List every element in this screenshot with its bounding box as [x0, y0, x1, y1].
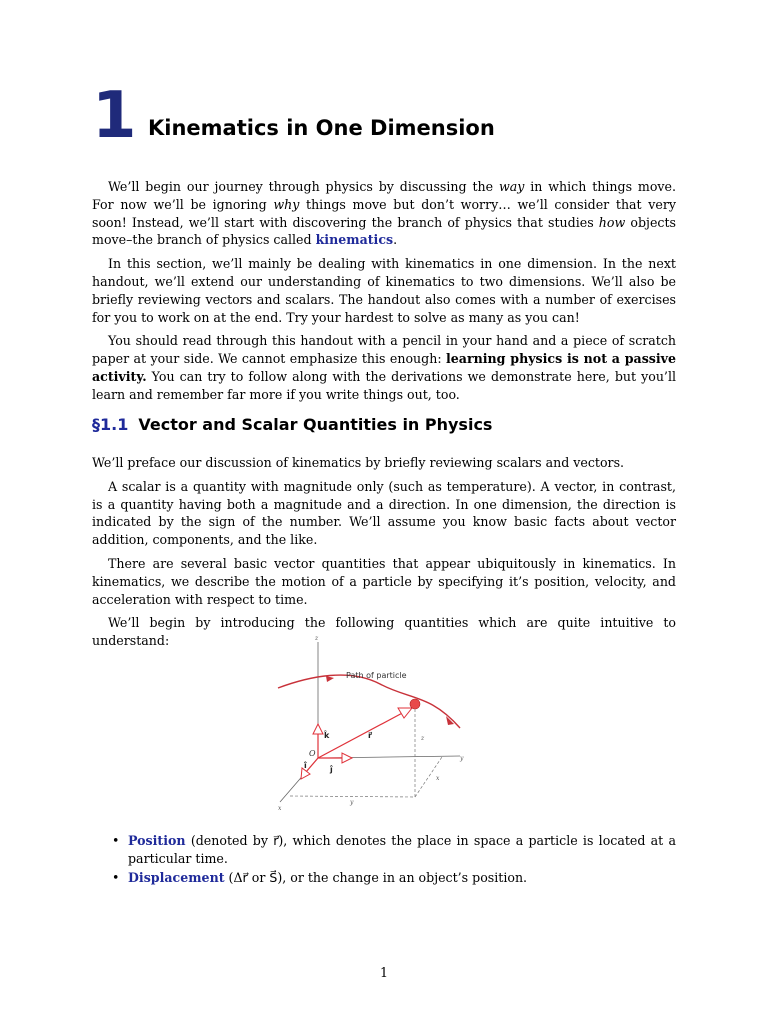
unit-j-label: ĵ: [330, 765, 333, 774]
section-paragraph-1: We’ll preface our discussion of kinematics by briefly reviewing scalars and vectors.: [92, 455, 625, 470]
term-displacement: Displacement: [128, 870, 225, 885]
origin-label: O: [309, 749, 316, 758]
bullet-text: (Δr⃗ or S⃗), or the change in an object’s position.: [224, 870, 528, 885]
intro-paragraph-3: You should read through this handout with a pencil in your hand and a piece of scratch paper at your side. We cannot emphasize this enough: learning physics is not a passive activity. You can try to follow along with the derivations we demonstrate here, but you’ll learn and remember far more if you write things out, too.: [92, 333, 677, 402]
position-vector-line: [318, 710, 408, 758]
intro-paragraph-1: We’ll begin our journey through physics by discussing the way in which things move. For now we’ll be ignoring why things move but don’t worry… we’ll consider that very soon! Instead, we’ll start with discovering the branch of physics that studies how objects move–the branch of physics called kinematics.: [92, 179, 676, 248]
chapter-title: Kinematics in One Dimension: [148, 116, 495, 140]
bullet-list: [112, 832, 676, 889]
page-number: 1: [379, 965, 388, 980]
emphasis-how: how: [598, 214, 626, 230]
emphasis-way: way: [498, 179, 525, 194]
unit-i-label: î: [304, 761, 307, 770]
particle: [410, 699, 420, 709]
intro-text: [92, 178, 676, 404]
emphasis-why: why: [273, 196, 300, 212]
unit-k-head: [313, 724, 323, 734]
section-title: Vector and Scalar Quantities in Physics: [138, 415, 493, 434]
component-y-label: y: [350, 799, 354, 806]
particle-path: [278, 675, 460, 728]
position-vector-figure: [270, 632, 480, 822]
unit-j-head: [342, 753, 352, 763]
bullet-dot: •: [112, 870, 120, 885]
path-label: Path of particle: [346, 671, 407, 680]
term-position: Position: [128, 833, 186, 848]
path-arrowhead-left: [326, 676, 334, 682]
dashed-x-line: [290, 796, 415, 797]
list-item: [112, 832, 676, 867]
keyword-kinematics: kinematics: [315, 232, 394, 248]
component-x-label: x: [436, 775, 440, 782]
bullet-text: (denoted by r⃗), which denotes the place in space a particle is located at a particular time.: [128, 833, 676, 866]
section-heading: [92, 415, 492, 434]
section-paragraph-4: We’ll begin by introducing the following quantities which are quite intuitive to understand:: [92, 615, 676, 649]
unit-k-label: k̂: [324, 731, 330, 740]
component-z-label: z: [421, 735, 425, 742]
intro-paragraph-2: In this section, we’ll mainly be dealing with kinematics in one dimension. In the next handout, we’ll extend our understanding of kinematics to two dimensions. We’ll also be briefly reviewing vectors and scalars. The handout also comes with a number of exercises for you to work on at the end. Try your hardest to solve as many as you can!: [92, 256, 676, 325]
bullet-dot: •: [112, 833, 120, 848]
section-text: [92, 454, 676, 650]
position-vector-head: [398, 708, 412, 718]
axis-x-label: x: [278, 805, 282, 812]
section-number: §1.1: [92, 415, 129, 434]
section-paragraph-3: There are several basic vector quantities that appear ubiquitously in kinematics. In kinematics, we describe the motion of a particle by specifying it’s position, velocity, and acceleration with respect to time.: [92, 555, 676, 607]
unit-i-line: [306, 758, 318, 772]
axis-y-label: y: [460, 755, 464, 762]
chapter-number: 1: [92, 79, 137, 153]
axis-z-label: z: [315, 635, 319, 642]
vector-r-label: r⃗: [368, 731, 372, 740]
emphasis-passive-activity: learning physics is not a passive activity.: [92, 351, 677, 384]
list-item: [112, 869, 676, 887]
section-paragraph-2: A scalar is a quantity with magnitude only (such as temperature). A vector, in contrast, is a quantity having both a magnitude and a direction. In one dimension, the direction is indicated by the sign of the number. We’ll assume you know basic facts about vector addition, components, and the like.: [92, 478, 676, 548]
